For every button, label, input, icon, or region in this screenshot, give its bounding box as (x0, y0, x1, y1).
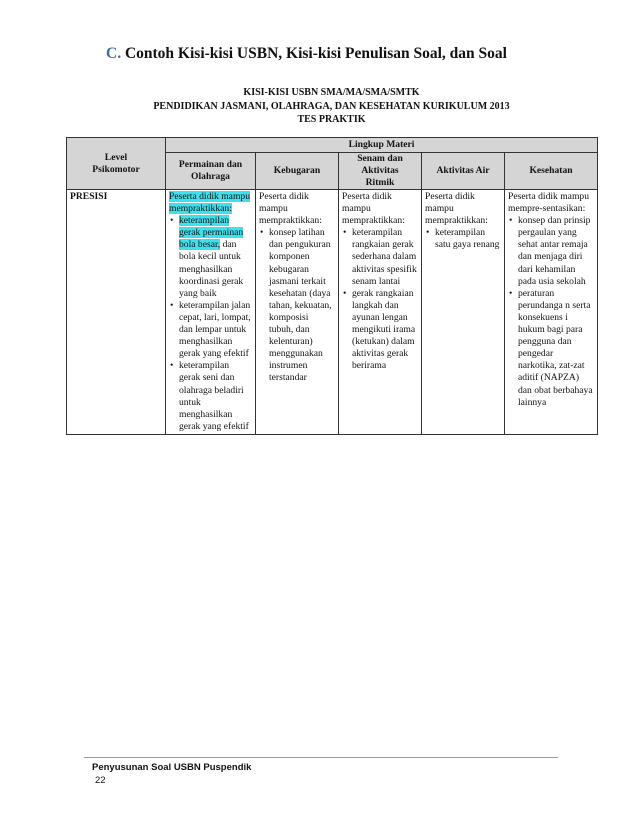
page-number: 22 (95, 775, 106, 786)
bullet-item (342, 227, 418, 287)
header-permainan-olahraga: Permainan dan Olahraga (166, 153, 256, 190)
cell-kesehatan (505, 190, 598, 435)
cell-intro: Peserta didik mampu mempraktikkan: (169, 191, 250, 215)
bullet-list (259, 227, 335, 384)
bullet-item (508, 288, 594, 409)
bullet-text: dan bola kecil untuk menghasilkan koordinasi gerak yang baik (179, 239, 244, 299)
document-titles (66, 86, 597, 127)
table-row (67, 190, 598, 435)
header-kebugaran: Kebugaran (256, 153, 339, 190)
bullet-text: keterampilan satu gaya renang (435, 227, 500, 251)
header-level-psikomotor: Level Psikomotor (67, 138, 166, 190)
cell-intro: Peserta didik mampu mempre-sentasikan: (508, 191, 589, 215)
bullet-list (169, 215, 252, 433)
cell-intro: Peserta didik mampu mempraktikkan: (425, 191, 488, 227)
bullet-item (259, 227, 335, 384)
cell-aktivitas-air (422, 190, 505, 435)
cell-intro: Peserta didik mampu mempraktikkan: (259, 191, 322, 227)
header-senam-ritmik: Senam dan Aktivitas Ritmik (339, 153, 422, 190)
bullet-text: konsep latihan dan pengukuran komponen kebugaran jasmani terkait kesehatan (daya tahan, kekuatan, komposisi tubuh, dan kelenturan) menggunakan instrumen terstandar (269, 227, 332, 384)
cell-kebugaran (256, 190, 339, 435)
header-aktivitas-air: Aktivitas Air (422, 153, 505, 190)
bullet-item (508, 215, 594, 288)
header-lingkup-materi: Lingkup Materi (166, 138, 598, 153)
table-header-row-1 (67, 138, 598, 153)
bullet-text: peraturan perundanga n serta konsekuens i hukum bagi para pengguna dan pengedar narkotika, zat-zat aditif (NAPZA) dan obat berbahaya lainnya (518, 287, 593, 408)
bullet-item (169, 300, 252, 360)
cell-intro: Peserta didik mampu mempraktikkan: (342, 191, 405, 227)
footer-text: Penyusunan Soal USBN Puspendik (92, 762, 252, 773)
cell-senam-ritmik (339, 190, 422, 435)
bullet-item (342, 288, 418, 373)
bullet-list (508, 215, 594, 409)
title-line-2: PENDIDIKAN JASMANI, OLAHRAGA, DAN KESEHATAN KURIKULUM 2013 (153, 100, 510, 112)
section-letter: C. (106, 45, 122, 62)
bullet-item (425, 227, 501, 251)
row-label-presisi: PRESISI (67, 190, 166, 435)
bullet-text: keterampilan rangkaian gerak sederhana dalam aktivitas spesifik senam lantai (352, 227, 417, 287)
bullet-list (342, 227, 418, 372)
bullet-item (169, 360, 252, 433)
bullet-text: gerak rangkaian langkah dan ayunan lengan mengikuti irama (ketukan) dalam aktivitas gerak berirama (352, 287, 416, 372)
bullet-text: keterampilan gerak seni dan olahraga beladiri untuk menghasilkan gerak yang efektif (179, 360, 249, 432)
section-title: Contoh Kisi-kisi USBN, Kisi-kisi Penulisan Soal, dan Soal (121, 45, 507, 62)
section-heading (106, 45, 507, 63)
title-line-3: TES PRAKTIK (297, 114, 366, 126)
cell-permainan-olahraga (166, 190, 256, 435)
footer-divider (84, 757, 558, 758)
bullet-list (425, 227, 501, 251)
title-line-1: KISI-KISI USBN SMA/MA/SMA/SMTK (243, 87, 420, 98)
bullet-text: keterampilan jalan cepat, lari, lompat, dan lempar untuk menghasilkan gerak yang efektif (179, 299, 251, 360)
highlighted-text: keterampilan gerak permainan bola besar, (179, 215, 244, 251)
bullet-text: konsep dan prinsip pergaulan yang sehat antar remaja dan menjaga diri dari kehamilan pada usia sekolah (518, 215, 591, 287)
bullet-item (169, 215, 252, 300)
kisi-kisi-table (66, 137, 598, 435)
header-kesehatan: Kesehatan (505, 153, 598, 190)
